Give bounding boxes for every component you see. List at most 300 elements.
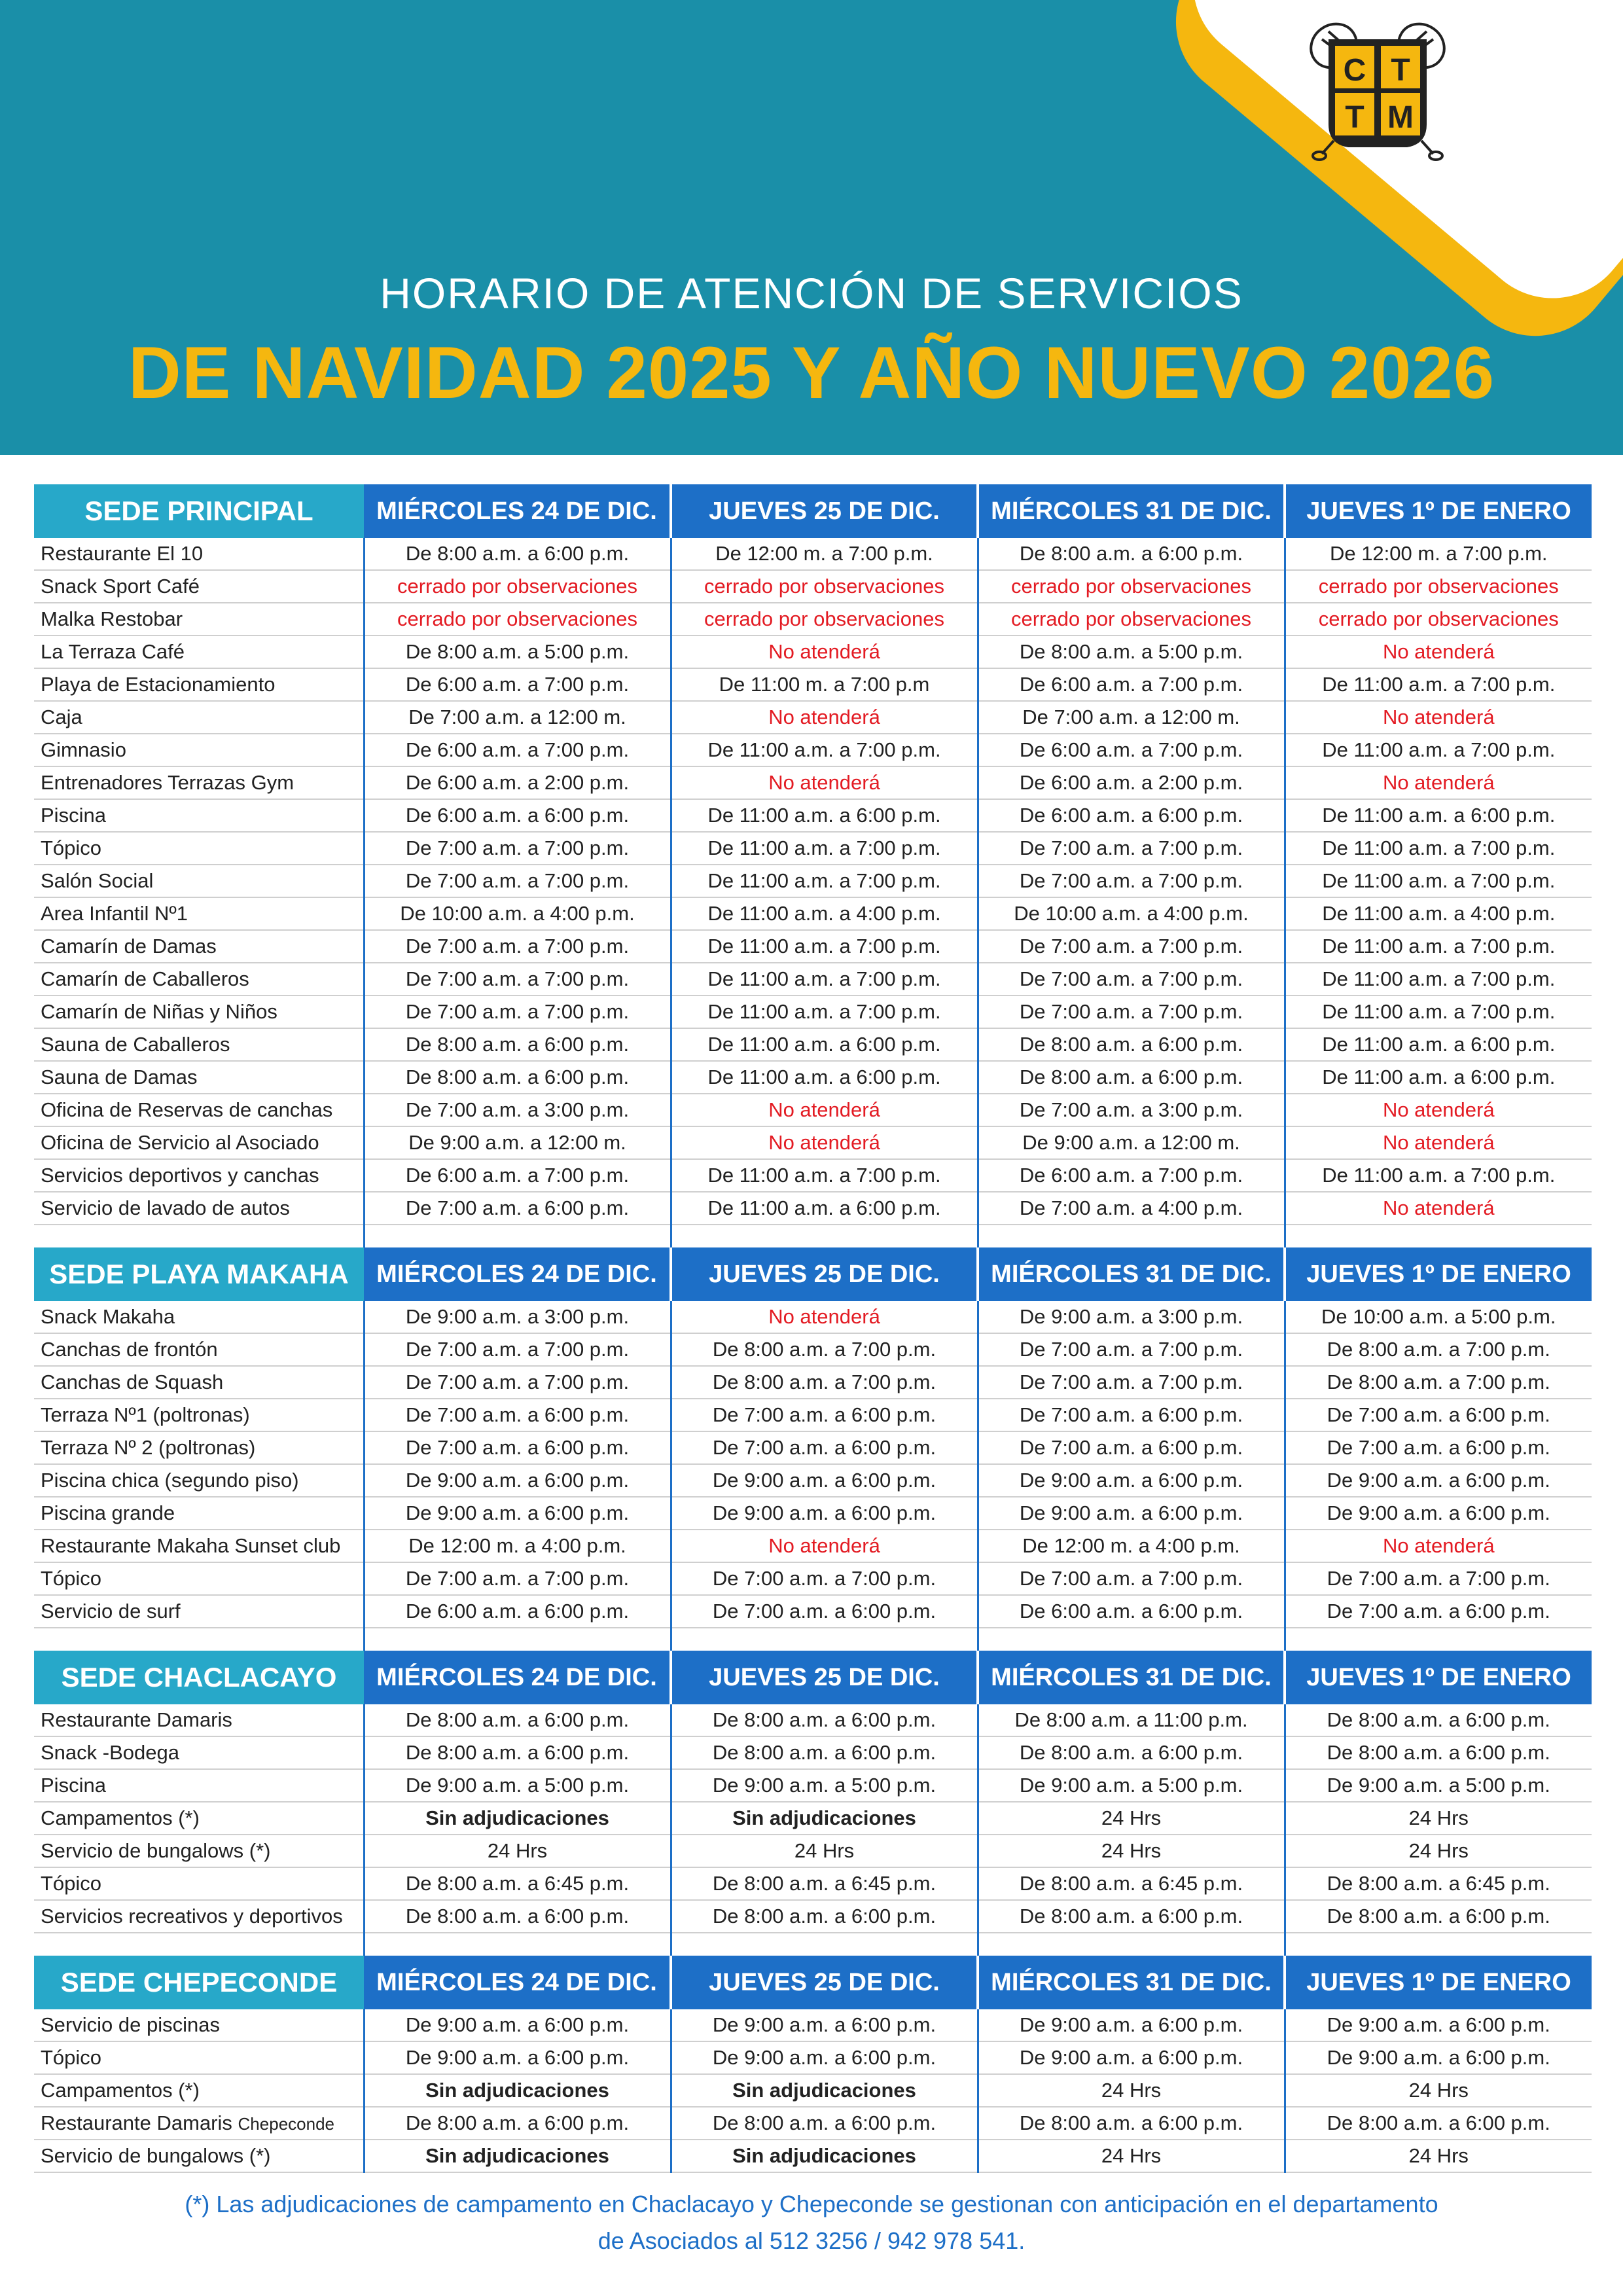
service-label: Piscina	[41, 1774, 106, 1797]
schedule-cell: De 11:00 a.m. a 6:00 p.m.	[1285, 1061, 1592, 1094]
schedule-cell: De 11:00 a.m. a 7:00 p.m.	[671, 930, 978, 963]
service-label: Playa de Estacionamiento	[41, 673, 276, 696]
service-label: Terraza Nº 2 (poltronas)	[41, 1436, 256, 1459]
service-label: Piscina grande	[41, 1501, 175, 1524]
schedule-cell: De 6:00 a.m. a 6:00 p.m.	[978, 1595, 1285, 1628]
schedule-cell: De 8:00 a.m. a 6:00 p.m.	[978, 1061, 1285, 1094]
schedule-cell: No atenderá	[671, 1301, 978, 1333]
table-row	[34, 668, 1592, 701]
spacer-cell	[34, 1628, 364, 1651]
schedule-cell: De 6:00 a.m. a 6:00 p.m.	[978, 799, 1285, 832]
service-label: Gimnasio	[41, 738, 126, 761]
service-label: Salón Social	[41, 869, 154, 892]
service-label-cell	[34, 2140, 364, 2172]
spacer-cell	[34, 1933, 364, 1956]
schedule-cell: De 10:00 a.m. a 4:00 p.m.	[364, 897, 671, 930]
spacer-cell	[34, 1225, 364, 1247]
table-row	[34, 1835, 1592, 1867]
service-label: Servicios recreativos y deportivos	[41, 1905, 343, 1928]
service-label-cell	[34, 668, 364, 701]
spacer-cell	[1285, 1628, 1592, 1651]
table-row	[34, 1333, 1592, 1366]
service-label: Oficina de Reservas de canchas	[41, 1098, 333, 1121]
service-label: Camarín de Damas	[41, 935, 217, 958]
section-spacer	[34, 1225, 1592, 1247]
schedule-cell: De 8:00 a.m. a 6:00 p.m.	[364, 1061, 671, 1094]
schedule-cell: De 7:00 a.m. a 6:00 p.m.	[978, 1431, 1285, 1464]
schedule-cell: De 7:00 a.m. a 12:00 m.	[978, 701, 1285, 734]
schedule-cell: De 8:00 a.m. a 6:00 p.m.	[671, 1704, 978, 1736]
schedule-cell: De 7:00 a.m. a 12:00 m.	[364, 701, 671, 734]
column-header: MIÉRCOLES 31 DE DIC.	[978, 1247, 1285, 1301]
service-label-cell	[34, 2107, 364, 2140]
schedule-cell: De 7:00 a.m. a 7:00 p.m.	[978, 832, 1285, 865]
service-label-cell	[34, 1399, 364, 1431]
column-header: MIÉRCOLES 31 DE DIC.	[978, 1651, 1285, 1704]
schedule-cell: 24 Hrs	[671, 1835, 978, 1867]
service-label-cell	[34, 1094, 364, 1126]
table-row	[34, 832, 1592, 865]
schedule-cell: Sin adjudicaciones	[364, 2074, 671, 2107]
schedule-cell: De 9:00 a.m. a 6:00 p.m.	[364, 2041, 671, 2074]
schedule-cell: De 7:00 a.m. a 7:00 p.m.	[978, 1333, 1285, 1366]
schedule-cell: De 9:00 a.m. a 6:00 p.m.	[671, 1464, 978, 1497]
schedule-cell: cerrado por observaciones	[364, 603, 671, 636]
schedule-cell: De 8:00 a.m. a 5:00 p.m.	[364, 636, 671, 668]
service-label-cell	[34, 1431, 364, 1464]
service-label-cell	[34, 1159, 364, 1192]
table-row	[34, 996, 1592, 1028]
table-row	[34, 1159, 1592, 1192]
schedule-cell: De 7:00 a.m. a 7:00 p.m.	[978, 930, 1285, 963]
schedule-cell: cerrado por observaciones	[671, 603, 978, 636]
schedule-cell: Sin adjudicaciones	[364, 2140, 671, 2172]
schedule-cell: De 9:00 a.m. a 6:00 p.m.	[364, 2009, 671, 2041]
schedule-cell: De 8:00 a.m. a 6:00 p.m.	[978, 2107, 1285, 2140]
schedule-cell: De 11:00 a.m. a 4:00 p.m.	[1285, 897, 1592, 930]
service-label-cell	[34, 1900, 364, 1933]
schedule-cell: De 7:00 a.m. a 7:00 p.m.	[978, 1366, 1285, 1399]
schedule-cell: De 9:00 a.m. a 6:00 p.m.	[1285, 2009, 1592, 2041]
table-row	[34, 1900, 1592, 1933]
table-row	[34, 570, 1592, 603]
header-banner	[0, 0, 1623, 455]
column-header: MIÉRCOLES 24 DE DIC.	[364, 484, 671, 538]
section-title: SEDE PLAYA MAKAHA	[34, 1247, 364, 1301]
schedule-cell: De 7:00 a.m. a 7:00 p.m.	[1285, 1562, 1592, 1595]
service-label-cell	[34, 1867, 364, 1900]
service-label-cell	[34, 1192, 364, 1225]
schedule-cell: De 7:00 a.m. a 6:00 p.m.	[671, 1399, 978, 1431]
schedule-cell: De 8:00 a.m. a 6:00 p.m.	[364, 2107, 671, 2140]
schedule-cell: De 9:00 a.m. a 6:00 p.m.	[364, 1497, 671, 1530]
schedule-cell: De 7:00 a.m. a 6:00 p.m.	[671, 1431, 978, 1464]
service-label-cell	[34, 1333, 364, 1366]
service-label-cell	[34, 1704, 364, 1736]
service-label: Servicio de surf	[41, 1600, 181, 1623]
service-label: Snack -Bodega	[41, 1741, 179, 1764]
table-row	[34, 1802, 1592, 1835]
service-label: Canchas de frontón	[41, 1338, 218, 1361]
schedule-cell: De 8:00 a.m. a 11:00 p.m.	[978, 1704, 1285, 1736]
table-row	[34, 799, 1592, 832]
schedule-cell: De 7:00 a.m. a 7:00 p.m.	[364, 1366, 671, 1399]
table-row	[34, 1736, 1592, 1769]
schedule-cell: De 7:00 a.m. a 7:00 p.m.	[978, 1562, 1285, 1595]
column-header: JUEVES 1º DE ENERO	[1285, 1247, 1592, 1301]
schedule-cell: De 11:00 a.m. a 7:00 p.m.	[671, 734, 978, 766]
cttm-logo	[1302, 13, 1453, 164]
column-header: JUEVES 1º DE ENERO	[1285, 1956, 1592, 2009]
schedule-cell: De 11:00 a.m. a 6:00 p.m.	[1285, 799, 1592, 832]
table-row	[34, 636, 1592, 668]
section-spacer	[34, 1933, 1592, 1956]
table-row	[34, 1366, 1592, 1399]
service-label-cell	[34, 1736, 364, 1769]
schedule-cell: cerrado por observaciones	[364, 570, 671, 603]
schedule-cell: De 8:00 a.m. a 6:00 p.m.	[671, 2107, 978, 2140]
service-label: Servicio de lavado de autos	[41, 1196, 290, 1219]
section-header-row	[34, 484, 1592, 538]
schedule-cell: De 9:00 a.m. a 6:00 p.m.	[1285, 2041, 1592, 2074]
service-label: Terraza Nº1 (poltronas)	[41, 1403, 250, 1426]
table-row	[34, 963, 1592, 996]
service-label-cell	[34, 832, 364, 865]
schedule-cell: De 8:00 a.m. a 6:00 p.m.	[364, 538, 671, 570]
schedule-cell: De 8:00 a.m. a 7:00 p.m.	[671, 1333, 978, 1366]
schedule-cell: De 6:00 a.m. a 7:00 p.m.	[978, 668, 1285, 701]
schedule-cell: De 8:00 a.m. a 6:00 p.m.	[978, 538, 1285, 570]
service-label-cell	[34, 1562, 364, 1595]
schedule-cell: De 8:00 a.m. a 6:00 p.m.	[671, 1736, 978, 1769]
schedule-cell: 24 Hrs	[978, 2140, 1285, 2172]
column-header: JUEVES 25 DE DIC.	[671, 484, 978, 538]
schedule-cell: Sin adjudicaciones	[671, 1802, 978, 1835]
schedule-cell: De 7:00 a.m. a 7:00 p.m.	[364, 930, 671, 963]
schedule-cell: No atenderá	[671, 1126, 978, 1159]
section-header-row	[34, 1247, 1592, 1301]
schedule-cell: No atenderá	[671, 766, 978, 799]
schedule-cell: De 8:00 a.m. a 6:45 p.m.	[671, 1867, 978, 1900]
service-label-cell	[34, 865, 364, 897]
schedule-cell: De 9:00 a.m. a 6:00 p.m.	[364, 1464, 671, 1497]
service-label-cell	[34, 636, 364, 668]
table-row	[34, 1126, 1592, 1159]
table-row	[34, 603, 1592, 636]
schedule-cell: De 8:00 a.m. a 6:00 p.m.	[978, 1900, 1285, 1933]
schedule-cell: De 11:00 a.m. a 6:00 p.m.	[1285, 1028, 1592, 1061]
schedule-cell: De 6:00 a.m. a 7:00 p.m.	[364, 1159, 671, 1192]
schedule-table	[34, 484, 1592, 2173]
schedule-cell: De 9:00 a.m. a 6:00 p.m.	[671, 2009, 978, 2041]
service-label: Snack Makaha	[41, 1305, 175, 1328]
table-row	[34, 701, 1592, 734]
schedule-cell: De 6:00 a.m. a 6:00 p.m.	[364, 799, 671, 832]
service-label: Tópico	[41, 1567, 102, 1590]
schedule-cell: No atenderá	[1285, 1126, 1592, 1159]
schedule-cell: De 6:00 a.m. a 6:00 p.m.	[364, 1595, 671, 1628]
table-row	[34, 1094, 1592, 1126]
schedule-cell: De 9:00 a.m. a 5:00 p.m.	[1285, 1769, 1592, 1802]
table-row	[34, 2009, 1592, 2041]
logo-letter-4: M	[1387, 100, 1414, 135]
spacer-cell	[364, 1628, 671, 1651]
schedule-cell: No atenderá	[671, 1094, 978, 1126]
service-label-cell	[34, 2041, 364, 2074]
service-label-suffix: Chepeconde	[238, 2114, 334, 2134]
schedule-cell: De 7:00 a.m. a 7:00 p.m.	[978, 996, 1285, 1028]
schedule-cell: De 11:00 a.m. a 6:00 p.m.	[671, 799, 978, 832]
schedule-cell: De 7:00 a.m. a 6:00 p.m.	[364, 1399, 671, 1431]
service-label-cell	[34, 1769, 364, 1802]
service-label-cell	[34, 1366, 364, 1399]
title-line-2: DE NAVIDAD 2025 Y AÑO NUEVO 2026	[128, 332, 1495, 414]
schedule-cell: 24 Hrs	[1285, 1802, 1592, 1835]
schedule-cell: 24 Hrs	[1285, 2074, 1592, 2107]
schedule-cell: De 9:00 a.m. a 6:00 p.m.	[671, 1497, 978, 1530]
schedule-cell: No atenderá	[1285, 766, 1592, 799]
service-label-cell	[34, 734, 364, 766]
table-row	[34, 1562, 1592, 1595]
schedule-cell: De 8:00 a.m. a 6:45 p.m.	[364, 1867, 671, 1900]
schedule-cell: De 9:00 a.m. a 5:00 p.m.	[671, 1769, 978, 1802]
schedule-cell: 24 Hrs	[364, 1835, 671, 1867]
schedule-cell: De 7:00 a.m. a 6:00 p.m.	[1285, 1431, 1592, 1464]
column-header: MIÉRCOLES 31 DE DIC.	[978, 1956, 1285, 2009]
spacer-cell	[978, 1933, 1285, 1956]
schedule-cell: No atenderá	[671, 1530, 978, 1562]
schedule-cell: cerrado por observaciones	[978, 603, 1285, 636]
service-label: Tópico	[41, 2046, 102, 2069]
schedule-cell: De 11:00 a.m. a 7:00 p.m.	[1285, 930, 1592, 963]
schedule-cell: De 6:00 a.m. a 7:00 p.m.	[978, 1159, 1285, 1192]
section-spacer	[34, 1628, 1592, 1651]
table-row	[34, 538, 1592, 570]
schedule-cell: De 11:00 a.m. a 7:00 p.m.	[671, 1159, 978, 1192]
schedule-cell: De 11:00 a.m. a 7:00 p.m.	[671, 865, 978, 897]
schedule-cell: De 11:00 a.m. a 7:00 p.m.	[671, 832, 978, 865]
schedule-cell: De 7:00 a.m. a 7:00 p.m.	[364, 832, 671, 865]
schedule-cell: De 9:00 a.m. a 5:00 p.m.	[978, 1769, 1285, 1802]
schedule-cell: De 9:00 a.m. a 6:00 p.m.	[1285, 1464, 1592, 1497]
table-row	[34, 1301, 1592, 1333]
schedule-cell: De 8:00 a.m. a 6:00 p.m.	[364, 1900, 671, 1933]
footnote	[52, 2186, 1571, 2259]
schedule-cell: De 8:00 a.m. a 7:00 p.m.	[1285, 1366, 1592, 1399]
table-row	[34, 1192, 1592, 1225]
spacer-cell	[364, 1933, 671, 1956]
schedule-cell: De 6:00 a.m. a 7:00 p.m.	[978, 734, 1285, 766]
service-label: Restaurante Damaris	[41, 2111, 232, 2134]
service-label: Snack Sport Café	[41, 575, 200, 598]
table-row	[34, 2041, 1592, 2074]
service-label: Restaurante El 10	[41, 542, 204, 565]
service-label: Sauna de Caballeros	[41, 1033, 230, 1056]
schedule-cell: De 9:00 a.m. a 6:00 p.m.	[978, 2041, 1285, 2074]
service-label: Tópico	[41, 836, 102, 859]
service-label: Tópico	[41, 1872, 102, 1895]
column-header: MIÉRCOLES 31 DE DIC.	[978, 484, 1285, 538]
logo-letter-2: T	[1391, 53, 1410, 88]
service-label-cell	[34, 603, 364, 636]
spacer-cell	[671, 1933, 978, 1956]
table-row	[34, 2107, 1592, 2140]
schedule-cell: De 11:00 a.m. a 7:00 p.m.	[671, 996, 978, 1028]
schedule-cell: De 7:00 a.m. a 6:00 p.m.	[1285, 1595, 1592, 1628]
schedule-cell: De 7:00 a.m. a 3:00 p.m.	[978, 1094, 1285, 1126]
column-header: MIÉRCOLES 24 DE DIC.	[364, 1956, 671, 2009]
spacer-cell	[1285, 1225, 1592, 1247]
schedule-cell: De 8:00 a.m. a 6:00 p.m.	[1285, 1736, 1592, 1769]
schedule-cell: De 11:00 a.m. a 4:00 p.m.	[671, 897, 978, 930]
service-label-cell	[34, 799, 364, 832]
schedule-cell: De 7:00 a.m. a 6:00 p.m.	[1285, 1399, 1592, 1431]
spacer-cell	[671, 1628, 978, 1651]
schedule-cell: No atenderá	[671, 701, 978, 734]
schedule-cell: De 7:00 a.m. a 3:00 p.m.	[364, 1094, 671, 1126]
schedule-cell: De 11:00 a.m. a 7:00 p.m.	[1285, 734, 1592, 766]
service-label-cell	[34, 1802, 364, 1835]
service-label: Servicios deportivos y canchas	[41, 1164, 319, 1187]
schedule-cell: 24 Hrs	[1285, 1835, 1592, 1867]
service-label-cell	[34, 1497, 364, 1530]
schedule-cell: De 8:00 a.m. a 5:00 p.m.	[978, 636, 1285, 668]
service-label: Canchas de Squash	[41, 1371, 224, 1393]
schedule-cell: De 6:00 a.m. a 2:00 p.m.	[364, 766, 671, 799]
table-row	[34, 734, 1592, 766]
spacer-cell	[1285, 1933, 1592, 1956]
schedule-cell: De 11:00 a.m. a 7:00 p.m.	[1285, 668, 1592, 701]
schedule-cell: De 8:00 a.m. a 6:00 p.m.	[364, 1028, 671, 1061]
schedule-cell: De 12:00 m. a 4:00 p.m.	[978, 1530, 1285, 1562]
schedule-cell: De 8:00 a.m. a 6:45 p.m.	[1285, 1867, 1592, 1900]
table-row	[34, 2074, 1592, 2107]
schedule-cell: De 11:00 m. a 7:00 p.m	[671, 668, 978, 701]
service-label: Campamentos (*)	[41, 1806, 200, 1829]
section-header-row	[34, 1956, 1592, 2009]
schedule-cell: De 6:00 a.m. a 2:00 p.m.	[978, 766, 1285, 799]
schedule-cell: Sin adjudicaciones	[671, 2074, 978, 2107]
table-row	[34, 1867, 1592, 1900]
schedule-cell: De 12:00 m. a 7:00 p.m.	[1285, 538, 1592, 570]
schedule-cell: De 8:00 a.m. a 6:00 p.m.	[671, 1900, 978, 1933]
schedule-cell: De 9:00 a.m. a 3:00 p.m.	[978, 1301, 1285, 1333]
schedule-cell: No atenderá	[1285, 1094, 1592, 1126]
service-label: Camarín de Niñas y Niños	[41, 1000, 277, 1023]
section-title: SEDE CHACLACAYO	[34, 1651, 364, 1704]
table-row	[34, 1497, 1592, 1530]
schedule-cell: De 7:00 a.m. a 7:00 p.m.	[364, 865, 671, 897]
service-label-cell	[34, 1301, 364, 1333]
table-row	[34, 1061, 1592, 1094]
service-label: Campamentos (*)	[41, 2079, 200, 2102]
schedule-cell: De 8:00 a.m. a 6:00 p.m.	[1285, 2107, 1592, 2140]
service-label-cell	[34, 1835, 364, 1867]
service-label: Caja	[41, 706, 82, 728]
schedule-cell: No atenderá	[1285, 701, 1592, 734]
spacer-cell	[978, 1225, 1285, 1247]
service-label-cell	[34, 897, 364, 930]
schedule-cell: De 9:00 a.m. a 6:00 p.m.	[978, 2009, 1285, 2041]
schedule-cell: De 11:00 a.m. a 6:00 p.m.	[671, 1061, 978, 1094]
service-label: Restaurante Makaha Sunset club	[41, 1534, 341, 1557]
service-label-cell	[34, 963, 364, 996]
spacer-cell	[671, 1225, 978, 1247]
service-label: Servicio de bungalows (*)	[41, 1839, 271, 1862]
service-label-cell	[34, 1126, 364, 1159]
table-row	[34, 1399, 1592, 1431]
table-row	[34, 1595, 1592, 1628]
schedule-cell: De 9:00 a.m. a 3:00 p.m.	[364, 1301, 671, 1333]
schedule-cell: De 11:00 a.m. a 6:00 p.m.	[671, 1028, 978, 1061]
schedule-cell: De 8:00 a.m. a 6:00 p.m.	[1285, 1900, 1592, 1933]
schedule-cell: 24 Hrs	[978, 2074, 1285, 2107]
service-label: Servicio de bungalows (*)	[41, 2144, 271, 2167]
schedule-cell: De 11:00 a.m. a 7:00 p.m.	[1285, 963, 1592, 996]
table-row	[34, 1028, 1592, 1061]
service-label: La Terraza Café	[41, 640, 185, 663]
schedule-cell: De 7:00 a.m. a 7:00 p.m.	[978, 963, 1285, 996]
schedule-cell: De 9:00 a.m. a 6:00 p.m.	[978, 1464, 1285, 1497]
schedule-cell: De 8:00 a.m. a 6:00 p.m.	[978, 1736, 1285, 1769]
schedule-cell: De 11:00 a.m. a 7:00 p.m.	[1285, 832, 1592, 865]
table-row	[34, 1530, 1592, 1562]
column-header: JUEVES 25 DE DIC.	[671, 1651, 978, 1704]
service-label-cell	[34, 2009, 364, 2041]
schedule-cell: De 11:00 a.m. a 7:00 p.m.	[1285, 996, 1592, 1028]
schedule-cell: De 7:00 a.m. a 4:00 p.m.	[978, 1192, 1285, 1225]
schedule-cell: De 9:00 a.m. a 6:00 p.m.	[1285, 1497, 1592, 1530]
schedule-cell: cerrado por observaciones	[1285, 603, 1592, 636]
schedule-cell: 24 Hrs	[978, 1802, 1285, 1835]
column-header: JUEVES 25 DE DIC.	[671, 1247, 978, 1301]
schedule-cell: De 7:00 a.m. a 6:00 p.m.	[364, 1192, 671, 1225]
service-label-cell	[34, 1061, 364, 1094]
table-row	[34, 766, 1592, 799]
service-label-cell	[34, 2074, 364, 2107]
logo-letter-3: T	[1345, 100, 1364, 135]
schedule-cell: De 7:00 a.m. a 7:00 p.m.	[364, 963, 671, 996]
section-title: SEDE PRINCIPAL	[34, 484, 364, 538]
schedule-cell: De 11:00 a.m. a 7:00 p.m.	[671, 963, 978, 996]
table-row	[34, 1704, 1592, 1736]
schedule-cell: De 6:00 a.m. a 7:00 p.m.	[364, 668, 671, 701]
schedule-cell: De 7:00 a.m. a 7:00 p.m.	[364, 1562, 671, 1595]
table-row	[34, 1431, 1592, 1464]
column-header: MIÉRCOLES 24 DE DIC.	[364, 1651, 671, 1704]
title-line-1: HORARIO DE ATENCIÓN DE SERVICIOS	[380, 269, 1243, 317]
service-label-cell	[34, 766, 364, 799]
schedule-cell: De 8:00 a.m. a 6:00 p.m.	[1285, 1704, 1592, 1736]
service-label-cell	[34, 1464, 364, 1497]
schedule-cell: De 9:00 a.m. a 12:00 m.	[978, 1126, 1285, 1159]
schedule-cell: De 8:00 a.m. a 6:45 p.m.	[978, 1867, 1285, 1900]
schedule-cell: De 8:00 a.m. a 6:00 p.m.	[978, 1028, 1285, 1061]
schedule-cell: De 7:00 a.m. a 6:00 p.m.	[671, 1595, 978, 1628]
service-label-cell	[34, 1530, 364, 1562]
service-label: Sauna de Damas	[41, 1066, 198, 1088]
footnote-line-1: (*) Las adjudicaciones de campamento en Chaclacayo y Chepeconde se gestionan con anticipación en el departamento	[185, 2191, 1438, 2217]
schedule-cell: Sin adjudicaciones	[364, 1802, 671, 1835]
schedule-cell: De 8:00 a.m. a 6:00 p.m.	[364, 1704, 671, 1736]
schedule-cell: De 12:00 m. a 7:00 p.m.	[671, 538, 978, 570]
schedule-cell: cerrado por observaciones	[1285, 570, 1592, 603]
spacer-cell	[364, 1225, 671, 1247]
spacer-cell	[978, 1628, 1285, 1651]
service-label-cell	[34, 570, 364, 603]
service-label-cell	[34, 701, 364, 734]
schedule-cell: De 12:00 m. a 4:00 p.m.	[364, 1530, 671, 1562]
